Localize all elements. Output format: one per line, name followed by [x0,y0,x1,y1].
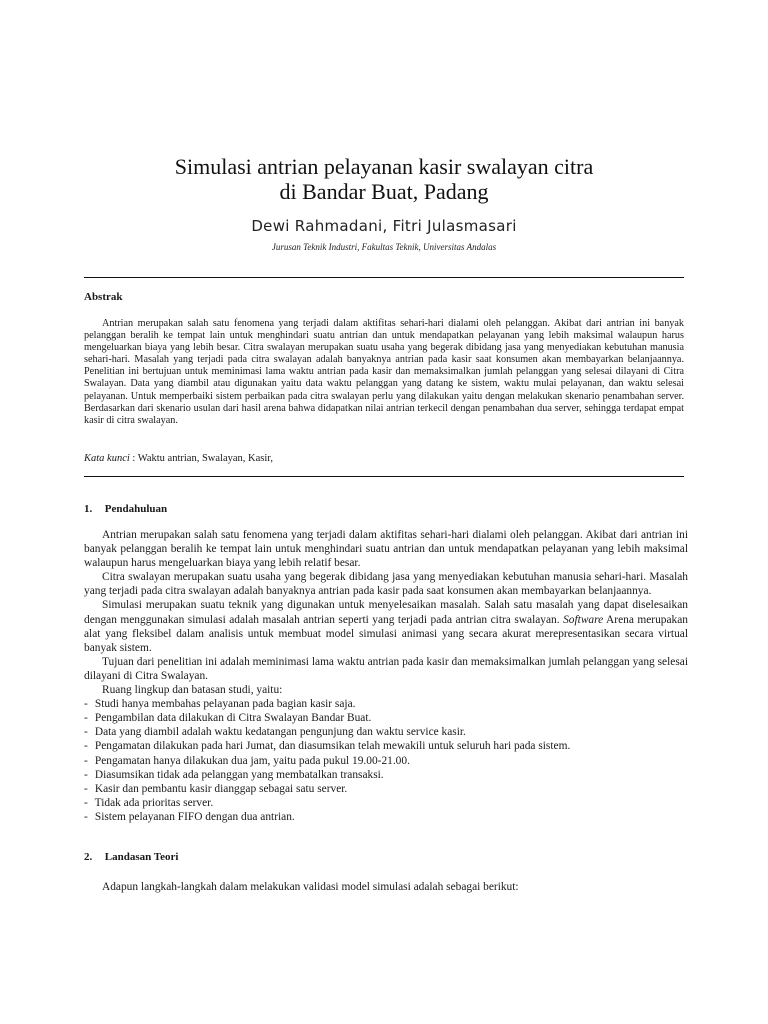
paragraph-text: Simulasi merupakan suatu teknik yang digunakan untuk menyelesaikan masalah. Salah satu masalah yang dapat diselesaikan dengan menggunakan simulasi adalah masalah antrian seperti yang terjadi pada antrian citra swalayan. [84,599,688,626]
section-1-title: Pendahuluan [104,503,168,515]
list-item [84,754,688,768]
section-1-paragraph: Citra swalayan merupakan suatu usaha yang begerak dibidang jasa yang menyediakan kebutuhan manusia sehari-hari. Masalah yang terjadi pada citra swalayan adalah banyaknya antrian pada kasir pada saat konsumen akan membayarkan belanjaannya. [84,571,688,598]
list-dash: - [84,712,88,725]
list-item [84,739,688,753]
list-item-text: Pengamatan dilakukan pada hari Jumat, dan diasumsikan telah mewakili untuk seluruh hari pada sistem. [94,740,571,753]
section-1-heading [84,503,167,515]
list-item-text: Data yang diambil adalah waktu kedatangan pengunjung dan waktu service kasir. [94,726,466,739]
list-dash: - [84,796,88,809]
section-2-number: 2. [84,851,93,863]
list-item-text: Pengambilan data dilakukan di Citra Swalayan Bandar Buat. [94,712,372,725]
abstract-text: Antrian merupakan salah satu fenomena yang terjadi dalam aktifitas sehari-hari dialami oleh pelanggan. Akibat dari antrian ini banyak pelanggan beralih ke tempat lain untuk menghindari suatu antrian dan untuk mendapatkan pelayanan yang lebih maksimal walaupun harus mengeluarkan biaya yang lebih besar. Citra swalayan merupakan suatu usaha yang begerak dibidang jasa yang menyediakan kebutuhan manusia sehari-hari. Masalah yang terjadi pada citra swalayan adalah banyaknya antrian pada kasir saat konsumen akan membayarkan belanjaannya. Penelitian ini bertujuan untuk meminimasi lama waktu antrian pada kasir dan memaksimalkan jumlah pelanggan yang selesai dilayani di Citra Swalayan. Data yang diambil atau digunakan yaitu data waktu pelanggan yang datang ke sistem, waktu mulai pelayanan, dan waktu selesai pelayanan. Untuk memperbaiki sistem perbaikan pada citra swalayan perlu yang dilakukan yaitu dengan melakukan skenario penambahan server. Berdasarkan dari skenario usulan dari hasil arena bahwa didapatkan nilai antrian terkecil dengan penambahan dua server, sehingga terdapat empat kasir di citra swalayan. [84,318,684,426]
list-item-text: Sistem pelayanan FIFO dengan dua antrian. [94,810,295,823]
title-line-2: di Bandar Buat, Padang [279,179,489,204]
list-item [84,697,688,711]
keywords [84,453,273,464]
authors: Dewi Rahmadani, Fitri Julasmasari [251,217,517,235]
section-2-heading [84,851,178,863]
list-item [84,768,688,782]
list-item-text: Pengamatan hanya dilakukan dua jam, yaitu pada pukul 19.00-21.00. [94,754,410,767]
section-1-paragraph: Antrian merupakan salah satu fenomena yang terjadi dalam aktifitas sehari-hari dialami oleh pelanggan. Akibat dari antrian ini banyak pelanggan beralih ke tempat lain untuk menghindari suatu antrian dan untuk mendapatkan pelayanan yang lebih maksimal walaupun harus mengeluarkan biaya yang lebih relatif besar. [84,529,688,570]
list-item-text: Diasumsikan tidak ada pelanggan yang membatalkan transaksi. [94,768,384,781]
list-dash: - [84,768,88,781]
software-term: Software [563,613,604,626]
section-1-paragraph: Tujuan dari penelitian ini adalah meminimasi lama waktu antrian pada kasir dan memaksimalkan jumlah pelanggan yang selesai dilayani di Citra Swalayan. [84,655,688,682]
section-1-paragraph [84,598,688,654]
list-dash: - [84,740,88,753]
list-dash: - [84,782,88,795]
list-item [84,782,688,796]
paragraph-text: Arena merupakan alat yang fleksibel dalam analisis untuk membuat model simulasi animasi yang secara akurat merepresentasikan secara virtual banyak sistem. [84,613,688,654]
list-item [84,725,688,739]
section-2-paragraph: Adapun langkah-langkah dalam melakukan validasi model simulasi adalah sebagai berikut: [102,881,519,893]
title-line-1: Simulasi antrian pelayanan kasir swalayan citra [174,154,594,179]
section-1-number: 1. [84,503,93,515]
list-item [84,711,688,725]
list-dash: - [84,726,88,739]
paper-title [84,154,684,204]
section-2-title: Landasan Teori [104,851,179,863]
list-item-text: Studi hanya membahas pelayanan pada bagian kasir saja. [94,698,356,711]
list-dash: - [84,754,88,767]
affiliation: Jurusan Teknik Industri, Fakultas Teknik, Universitas Andalas [271,242,497,252]
abstract-bottom-rule [84,476,684,477]
keywords-label: Kata kunci [84,453,130,464]
section-1-body [84,528,688,824]
list-item [84,796,688,810]
section-2-body [84,880,688,894]
list-dash: - [84,698,88,711]
section-1-paragraph: Ruang lingkup dan batasan studi, yaitu: [102,684,283,697]
list-item-text: Tidak ada prioritas server. [94,796,214,809]
keywords-list: : Waktu antrian, Swalayan, Kasir, [129,453,273,464]
list-item-text: Kasir dan pembantu kasir dianggap sebagai satu server. [94,782,348,795]
scope-list [84,697,688,824]
list-item [84,810,688,824]
list-dash: - [84,810,88,823]
abstract-heading: Abstrak [84,291,123,303]
abstract-top-rule [84,277,684,278]
